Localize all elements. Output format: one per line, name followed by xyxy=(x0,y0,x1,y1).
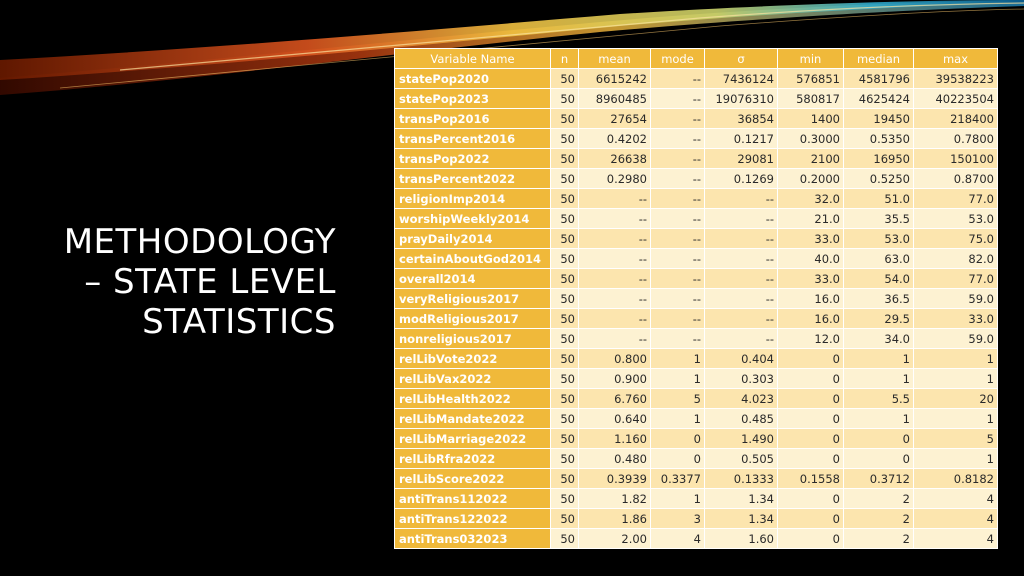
value-cell-mode: -- xyxy=(651,309,705,329)
value-cell-sigma: 29081 xyxy=(705,149,778,169)
table-row xyxy=(395,149,998,169)
value-cell-max: 4 xyxy=(914,529,998,549)
value-cell-sigma: -- xyxy=(705,269,778,289)
value-cell-mode: 4 xyxy=(651,529,705,549)
value-cell-n: 50 xyxy=(551,369,579,389)
value-cell-mode: -- xyxy=(651,229,705,249)
value-cell-mode: 1 xyxy=(651,369,705,389)
value-cell-mean: 2.00 xyxy=(579,529,651,549)
value-cell-min: 12.0 xyxy=(778,329,844,349)
value-cell-median: 54.0 xyxy=(844,269,914,289)
value-cell-mean: -- xyxy=(579,269,651,289)
value-cell-mean: 0.640 xyxy=(579,409,651,429)
value-cell-sigma: 4.023 xyxy=(705,389,778,409)
variable-name-cell: religionImp2014 xyxy=(395,189,551,209)
value-cell-min: 33.0 xyxy=(778,269,844,289)
variable-name-cell: prayDaily2014 xyxy=(395,229,551,249)
value-cell-median: 53.0 xyxy=(844,229,914,249)
value-cell-max: 0.8182 xyxy=(914,469,998,489)
value-cell-sigma: 1.60 xyxy=(705,529,778,549)
variable-name-cell: relLibHealth2022 xyxy=(395,389,551,409)
table-row xyxy=(395,69,998,89)
value-cell-median: 1 xyxy=(844,369,914,389)
value-cell-n: 50 xyxy=(551,349,579,369)
value-cell-max: 33.0 xyxy=(914,309,998,329)
value-cell-n: 50 xyxy=(551,329,579,349)
table-row xyxy=(395,469,998,489)
value-cell-min: 0 xyxy=(778,369,844,389)
variable-name-cell: antiTrans032023 xyxy=(395,529,551,549)
variable-name-cell: transPercent2022 xyxy=(395,169,551,189)
value-cell-median: 0 xyxy=(844,449,914,469)
value-cell-mean: 6615242 xyxy=(579,69,651,89)
value-cell-mean: -- xyxy=(579,209,651,229)
value-cell-min: 0.3000 xyxy=(778,129,844,149)
table-row xyxy=(395,529,998,549)
value-cell-median: 19450 xyxy=(844,109,914,129)
value-cell-max: 150100 xyxy=(914,149,998,169)
column-header-mode: mode xyxy=(651,49,705,69)
value-cell-max: 59.0 xyxy=(914,289,998,309)
variable-name-cell: certainAboutGod2014 xyxy=(395,249,551,269)
value-cell-n: 50 xyxy=(551,269,579,289)
value-cell-max: 77.0 xyxy=(914,269,998,289)
value-cell-mean: 0.2980 xyxy=(579,169,651,189)
value-cell-sigma: 0.505 xyxy=(705,449,778,469)
value-cell-median: 5.5 xyxy=(844,389,914,409)
table-row xyxy=(395,429,998,449)
value-cell-min: 16.0 xyxy=(778,289,844,309)
table-row xyxy=(395,189,998,209)
value-cell-mode: 1 xyxy=(651,409,705,429)
value-cell-sigma: 1.34 xyxy=(705,489,778,509)
table-row xyxy=(395,109,998,129)
value-cell-max: 39538223 xyxy=(914,69,998,89)
table-row xyxy=(395,489,998,509)
value-cell-mode: -- xyxy=(651,209,705,229)
value-cell-mode: -- xyxy=(651,129,705,149)
value-cell-min: 32.0 xyxy=(778,189,844,209)
value-cell-max: 218400 xyxy=(914,109,998,129)
variable-name-cell: antiTrans112022 xyxy=(395,489,551,509)
value-cell-mode: -- xyxy=(651,329,705,349)
value-cell-sigma: 0.1269 xyxy=(705,169,778,189)
value-cell-n: 50 xyxy=(551,249,579,269)
table-header-row xyxy=(395,49,998,69)
title-line-3: STATISTICS xyxy=(142,302,336,342)
column-header-max: max xyxy=(914,49,998,69)
value-cell-n: 50 xyxy=(551,449,579,469)
variable-name-cell: statePop2023 xyxy=(395,89,551,109)
table-row xyxy=(395,309,998,329)
variable-name-cell: worshipWeekly2014 xyxy=(395,209,551,229)
value-cell-median: 34.0 xyxy=(844,329,914,349)
column-header-sigma: σ xyxy=(705,49,778,69)
value-cell-mean: 1.82 xyxy=(579,489,651,509)
table-row xyxy=(395,369,998,389)
table-row xyxy=(395,229,998,249)
value-cell-max: 75.0 xyxy=(914,229,998,249)
value-cell-median: 0.5350 xyxy=(844,129,914,149)
value-cell-min: 40.0 xyxy=(778,249,844,269)
table-row xyxy=(395,169,998,189)
value-cell-median: 35.5 xyxy=(844,209,914,229)
value-cell-mode: -- xyxy=(651,249,705,269)
title-line-2: – STATE LEVEL xyxy=(84,262,336,302)
table-row xyxy=(395,269,998,289)
value-cell-sigma: -- xyxy=(705,249,778,269)
value-cell-sigma: -- xyxy=(705,289,778,309)
value-cell-max: 20 xyxy=(914,389,998,409)
value-cell-n: 50 xyxy=(551,469,579,489)
variable-name-cell: overall2014 xyxy=(395,269,551,289)
value-cell-min: 33.0 xyxy=(778,229,844,249)
value-cell-mode: 0.3377 xyxy=(651,469,705,489)
variable-name-cell: relLibScore2022 xyxy=(395,469,551,489)
value-cell-mean: 0.900 xyxy=(579,369,651,389)
value-cell-min: 16.0 xyxy=(778,309,844,329)
value-cell-max: 1 xyxy=(914,409,998,429)
value-cell-mean: 0.4202 xyxy=(579,129,651,149)
value-cell-mean: 26638 xyxy=(579,149,651,169)
variable-name-cell: relLibMarriage2022 xyxy=(395,429,551,449)
value-cell-n: 50 xyxy=(551,389,579,409)
value-cell-mean: 0.3939 xyxy=(579,469,651,489)
value-cell-sigma: 36854 xyxy=(705,109,778,129)
value-cell-sigma: 7436124 xyxy=(705,69,778,89)
value-cell-mean: -- xyxy=(579,309,651,329)
value-cell-n: 50 xyxy=(551,429,579,449)
value-cell-n: 50 xyxy=(551,489,579,509)
value-cell-max: 4 xyxy=(914,489,998,509)
value-cell-mean: 1.160 xyxy=(579,429,651,449)
value-cell-max: 0.7800 xyxy=(914,129,998,149)
value-cell-sigma: -- xyxy=(705,229,778,249)
value-cell-mean: 1.86 xyxy=(579,509,651,529)
column-header-mean: mean xyxy=(579,49,651,69)
variable-name-cell: relLibVax2022 xyxy=(395,369,551,389)
table-row xyxy=(395,289,998,309)
value-cell-min: 21.0 xyxy=(778,209,844,229)
value-cell-mode: -- xyxy=(651,109,705,129)
value-cell-n: 50 xyxy=(551,409,579,429)
value-cell-mode: -- xyxy=(651,89,705,109)
value-cell-max: 1 xyxy=(914,369,998,389)
column-header-n: n xyxy=(551,49,579,69)
value-cell-max: 1 xyxy=(914,449,998,469)
value-cell-min: 2100 xyxy=(778,149,844,169)
column-header-min: min xyxy=(778,49,844,69)
value-cell-median: 1 xyxy=(844,409,914,429)
value-cell-sigma: -- xyxy=(705,309,778,329)
value-cell-mean: 0.800 xyxy=(579,349,651,369)
value-cell-max: 1 xyxy=(914,349,998,369)
value-cell-mean: -- xyxy=(579,329,651,349)
slide-title xyxy=(30,222,336,342)
value-cell-sigma: 0.404 xyxy=(705,349,778,369)
value-cell-min: 0.1558 xyxy=(778,469,844,489)
value-cell-n: 50 xyxy=(551,149,579,169)
variable-name-cell: transPop2022 xyxy=(395,149,551,169)
value-cell-median: 16950 xyxy=(844,149,914,169)
variable-name-cell: statePop2020 xyxy=(395,69,551,89)
value-cell-n: 50 xyxy=(551,309,579,329)
value-cell-max: 77.0 xyxy=(914,189,998,209)
value-cell-sigma: 0.1217 xyxy=(705,129,778,149)
value-cell-mode: -- xyxy=(651,69,705,89)
value-cell-max: 5 xyxy=(914,429,998,449)
value-cell-median: 2 xyxy=(844,489,914,509)
value-cell-min: 576851 xyxy=(778,69,844,89)
column-header-variable: Variable Name xyxy=(395,49,551,69)
value-cell-mean: 0.480 xyxy=(579,449,651,469)
value-cell-sigma: 1.34 xyxy=(705,509,778,529)
value-cell-sigma: -- xyxy=(705,329,778,349)
value-cell-min: 0 xyxy=(778,409,844,429)
value-cell-mode: -- xyxy=(651,269,705,289)
value-cell-sigma: -- xyxy=(705,209,778,229)
value-cell-mode: 0 xyxy=(651,449,705,469)
value-cell-max: 40223504 xyxy=(914,89,998,109)
value-cell-mode: -- xyxy=(651,149,705,169)
value-cell-mean: 6.760 xyxy=(579,389,651,409)
value-cell-n: 50 xyxy=(551,89,579,109)
value-cell-mean: -- xyxy=(579,289,651,309)
value-cell-n: 50 xyxy=(551,229,579,249)
table-row xyxy=(395,329,998,349)
value-cell-median: 4581796 xyxy=(844,69,914,89)
value-cell-sigma: -- xyxy=(705,189,778,209)
variable-name-cell: transPercent2016 xyxy=(395,129,551,149)
value-cell-min: 0 xyxy=(778,509,844,529)
value-cell-min: 0 xyxy=(778,529,844,549)
value-cell-median: 1 xyxy=(844,349,914,369)
value-cell-min: 0.2000 xyxy=(778,169,844,189)
value-cell-median: 0.5250 xyxy=(844,169,914,189)
value-cell-mode: -- xyxy=(651,289,705,309)
variable-name-cell: modReligious2017 xyxy=(395,309,551,329)
value-cell-max: 4 xyxy=(914,509,998,529)
value-cell-max: 59.0 xyxy=(914,329,998,349)
value-cell-mean: 8960485 xyxy=(579,89,651,109)
value-cell-mode: 1 xyxy=(651,349,705,369)
variable-name-cell: relLibMandate2022 xyxy=(395,409,551,429)
value-cell-n: 50 xyxy=(551,129,579,149)
value-cell-max: 53.0 xyxy=(914,209,998,229)
statistics-table xyxy=(394,48,998,549)
value-cell-mean: -- xyxy=(579,229,651,249)
value-cell-min: 1400 xyxy=(778,109,844,129)
value-cell-min: 0 xyxy=(778,429,844,449)
variable-name-cell: antiTrans122022 xyxy=(395,509,551,529)
table-body xyxy=(395,69,998,549)
value-cell-sigma: 1.490 xyxy=(705,429,778,449)
value-cell-n: 50 xyxy=(551,509,579,529)
value-cell-mean: -- xyxy=(579,249,651,269)
value-cell-min: 0 xyxy=(778,349,844,369)
value-cell-median: 0.3712 xyxy=(844,469,914,489)
table-row xyxy=(395,349,998,369)
value-cell-max: 0.8700 xyxy=(914,169,998,189)
value-cell-n: 50 xyxy=(551,109,579,129)
value-cell-min: 580817 xyxy=(778,89,844,109)
value-cell-sigma: 0.1333 xyxy=(705,469,778,489)
value-cell-sigma: 19076310 xyxy=(705,89,778,109)
value-cell-median: 2 xyxy=(844,529,914,549)
value-cell-sigma: 0.303 xyxy=(705,369,778,389)
value-cell-max: 82.0 xyxy=(914,249,998,269)
value-cell-n: 50 xyxy=(551,289,579,309)
value-cell-sigma: 0.485 xyxy=(705,409,778,429)
value-cell-median: 36.5 xyxy=(844,289,914,309)
value-cell-mode: -- xyxy=(651,169,705,189)
value-cell-min: 0 xyxy=(778,489,844,509)
value-cell-n: 50 xyxy=(551,69,579,89)
value-cell-median: 29.5 xyxy=(844,309,914,329)
value-cell-n: 50 xyxy=(551,209,579,229)
value-cell-n: 50 xyxy=(551,529,579,549)
value-cell-mode: 5 xyxy=(651,389,705,409)
value-cell-n: 50 xyxy=(551,189,579,209)
value-cell-mode: 3 xyxy=(651,509,705,529)
value-cell-median: 63.0 xyxy=(844,249,914,269)
value-cell-mode: -- xyxy=(651,189,705,209)
variable-name-cell: transPop2016 xyxy=(395,109,551,129)
variable-name-cell: relLibVote2022 xyxy=(395,349,551,369)
table-row xyxy=(395,129,998,149)
table-row xyxy=(395,249,998,269)
variable-name-cell: nonreligious2017 xyxy=(395,329,551,349)
value-cell-mode: 0 xyxy=(651,429,705,449)
variable-name-cell: relLibRfra2022 xyxy=(395,449,551,469)
value-cell-min: 0 xyxy=(778,449,844,469)
value-cell-median: 4625424 xyxy=(844,89,914,109)
table-row xyxy=(395,409,998,429)
value-cell-mode: 1 xyxy=(651,489,705,509)
table-row xyxy=(395,449,998,469)
table-row xyxy=(395,509,998,529)
value-cell-mean: -- xyxy=(579,189,651,209)
value-cell-median: 2 xyxy=(844,509,914,529)
table-row xyxy=(395,209,998,229)
table-row xyxy=(395,89,998,109)
value-cell-mean: 27654 xyxy=(579,109,651,129)
title-line-1: METHODOLOGY xyxy=(63,222,336,262)
variable-name-cell: veryReligious2017 xyxy=(395,289,551,309)
value-cell-n: 50 xyxy=(551,169,579,189)
column-header-median: median xyxy=(844,49,914,69)
value-cell-median: 0 xyxy=(844,429,914,449)
value-cell-min: 0 xyxy=(778,389,844,409)
value-cell-median: 51.0 xyxy=(844,189,914,209)
table-row xyxy=(395,389,998,409)
